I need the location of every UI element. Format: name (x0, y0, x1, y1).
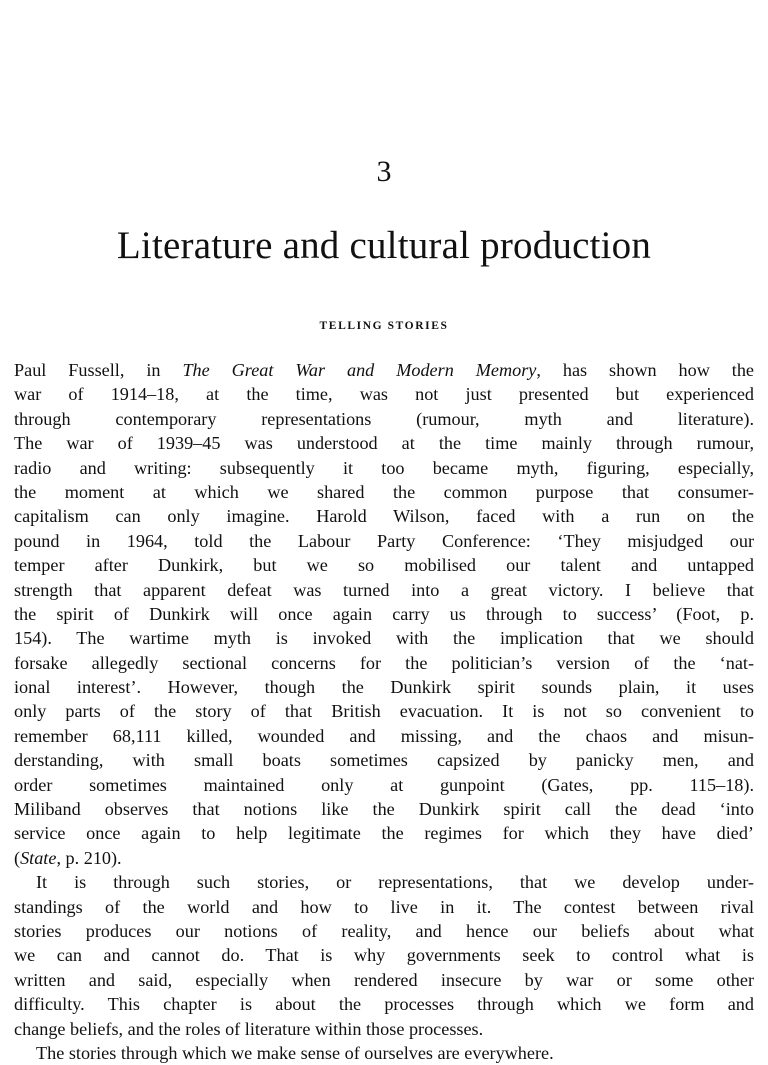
text-line: only parts of the story of that British evacuation. It is not so convenient to (14, 701, 754, 722)
text-line: remember 68,111 killed, wounded and missing, and the chaos and misun- (14, 725, 754, 746)
text-line: It is through such stories, or representations, that we develop under- (36, 872, 754, 893)
paragraph-2 (14, 870, 754, 1041)
chapter-title: Literature and cultural production (116, 224, 652, 267)
book-title: State (20, 847, 57, 868)
body-text (14, 358, 754, 1065)
text-line: the spirit of Dunkirk will once again carry us through to success’ (Foot, p. (14, 603, 754, 624)
text-line: we can and cannot do. That is why governments seek to control what is (14, 945, 754, 966)
text-line: order sometimes maintained only at gunpoint (Gates, pp. 115–18). (14, 774, 754, 795)
text-line: forsake allegedly sectional concerns for the politician’s version of the ‘nat- (14, 652, 754, 673)
text-line: radio and writing: subsequently it too became myth, figuring, especially, (14, 457, 754, 478)
text-line: stories produces our notions of reality, and hence our beliefs about what (14, 920, 754, 941)
text-line: service once again to help legitimate the regimes for which they have died’ (14, 823, 754, 844)
text-line: written and said, especially when rendered insecure by war or some other (14, 969, 754, 990)
text-line: derstanding, with small boats sometimes capsized by panicky men, and (14, 750, 754, 771)
text-line: through contemporary representations (rumour, myth and literature). (14, 408, 754, 429)
text-line: standings of the world and how to live in it. The contest between rival (14, 896, 754, 917)
text-line: pound in 1964, told the Labour Party Conference: ‘They misjudged our (14, 530, 754, 551)
text-line: difficulty. This chapter is about the processes through which we form and (14, 994, 754, 1015)
text-line: The stories through which we make sense of ourselves are everywhere. (36, 1042, 554, 1063)
text-line: ional interest’. However, though the Dunkirk spirit sounds plain, it uses (14, 677, 754, 698)
text-line: The war of 1939–45 was understood at the time mainly through rumour, (14, 433, 754, 454)
chapter-number: 3 (376, 155, 392, 188)
paragraph-3 (14, 1041, 754, 1065)
text-line: Miliband observes that notions like the Dunkirk spirit call the dead ‘into (14, 799, 754, 820)
text-line: change beliefs, and the roles of literature within those processes. (14, 1018, 484, 1039)
paragraph-1 (14, 358, 754, 870)
text-line: (State, p. 210). (14, 847, 122, 868)
text-line: capitalism can only imagine. Harold Wilson, faced with a run on the (14, 506, 754, 527)
text-line: Paul Fussell, in The Great War and Modern Memory, has shown how the (14, 360, 754, 380)
text-line: 154). The wartime myth is invoked with the implication that we should (14, 628, 754, 649)
text-line: the moment at which we shared the common purpose that consumer- (14, 481, 754, 502)
text-line: strength that apparent defeat was turned into a great victory. I believe that (14, 579, 754, 600)
book-title: The Great War and Modern Memory (182, 360, 537, 380)
section-heading: TELLING STORIES (319, 320, 449, 332)
text-line: temper after Dunkirk, but we so mobilised our talent and untapped (14, 555, 754, 576)
text-line: war of 1914–18, at the time, was not just presented but experienced (14, 384, 754, 405)
